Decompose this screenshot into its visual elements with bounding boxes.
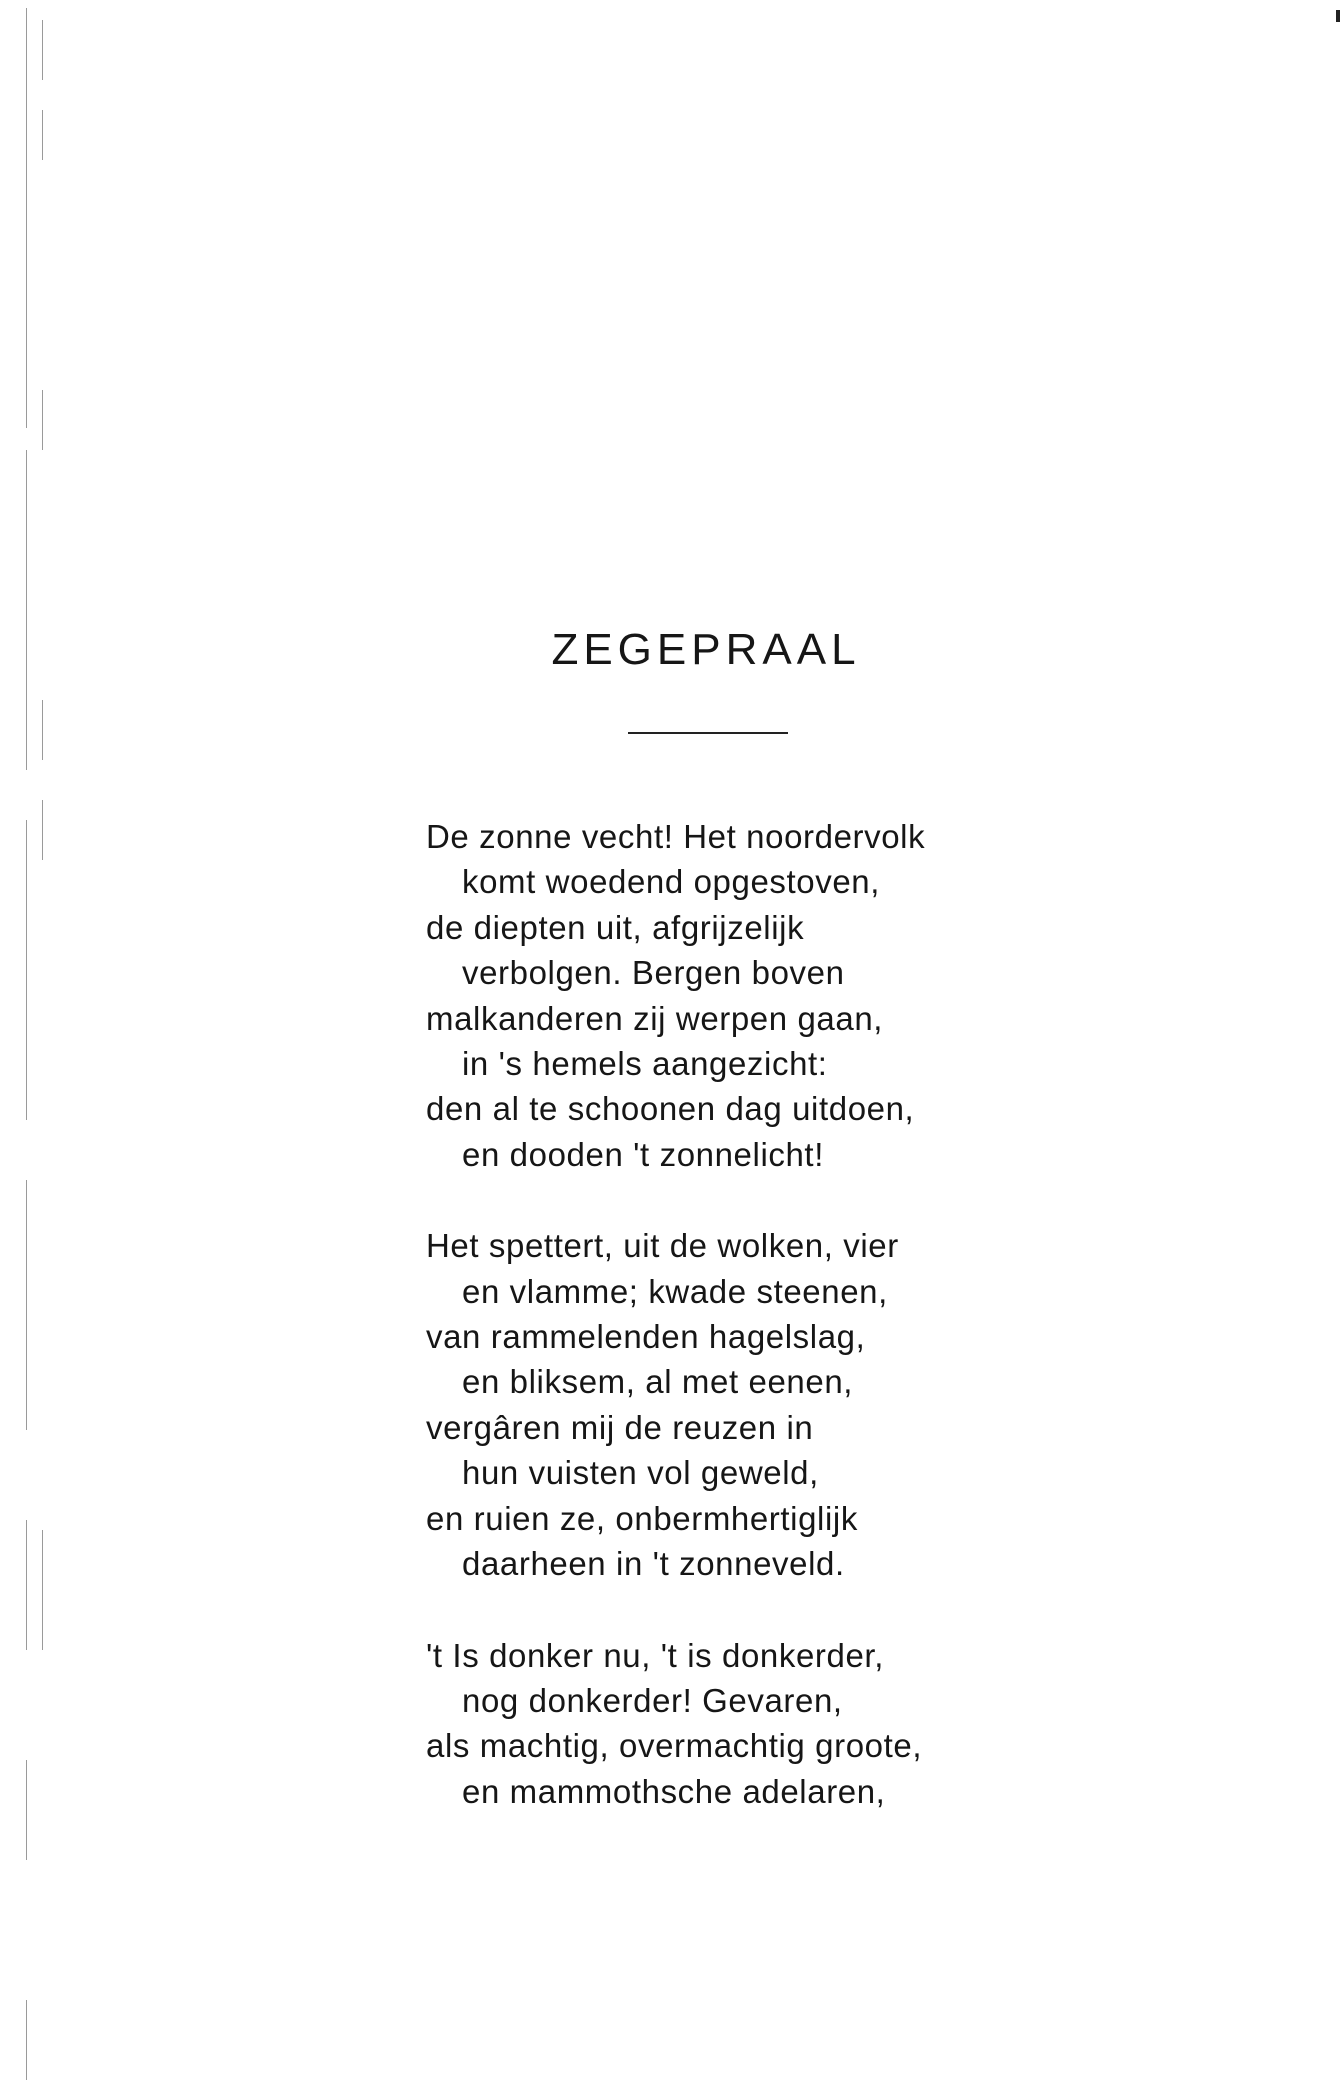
poem-line: en vlamme; kwade steenen, <box>462 1272 888 1310</box>
poem-line: 't Is donker nu, 't is donkerder, <box>426 1636 884 1674</box>
poem-line: den al te schoonen dag uitdoen, <box>426 1090 915 1128</box>
poem-line: en ruien ze, onbermhertiglijk <box>426 1499 858 1537</box>
poem-line: nog donkerder! Gevaren, <box>462 1681 843 1719</box>
poem-line: hun vuisten vol geweld, <box>462 1454 819 1492</box>
poem-line: verbolgen. Bergen boven <box>462 954 845 992</box>
poem-line: daarheen in 't zonneveld. <box>462 1545 845 1583</box>
poem-line: malkanderen zij werpen gaan, <box>426 999 884 1037</box>
poem-line: en bliksem, al met eenen, <box>462 1363 854 1401</box>
poem-body <box>426 814 1066 1860</box>
poem-line: vergâren mij de reuzen in <box>426 1408 814 1446</box>
poem-line: en mammothsche adelaren, <box>462 1772 886 1810</box>
poem-line: komt woedend opgestoven, <box>462 863 881 901</box>
poem-line: van rammelenden hagelslag, <box>426 1318 866 1356</box>
poem-line: de diepten uit, afgrijzelijk <box>426 908 805 946</box>
poem-line: Het spettert, uit de wolken, vier <box>426 1227 899 1265</box>
title-divider <box>628 732 788 734</box>
stanza-1 <box>426 814 1066 1177</box>
corner-speck <box>1336 10 1340 22</box>
poem-line: en dooden 't zonnelicht! <box>462 1135 824 1173</box>
stanza-3 <box>426 1633 1066 1815</box>
poem-title: ZEGEPRAAL <box>551 625 861 674</box>
poem-line: De zonne vecht! Het noordervolk <box>426 818 926 855</box>
stanza-2 <box>426 1223 1066 1586</box>
binding-edge-marks <box>26 0 56 2084</box>
poem-line: als machtig, overmachtig groote, <box>426 1727 923 1765</box>
poem-line: in 's hemels aangezicht: <box>462 1045 828 1083</box>
